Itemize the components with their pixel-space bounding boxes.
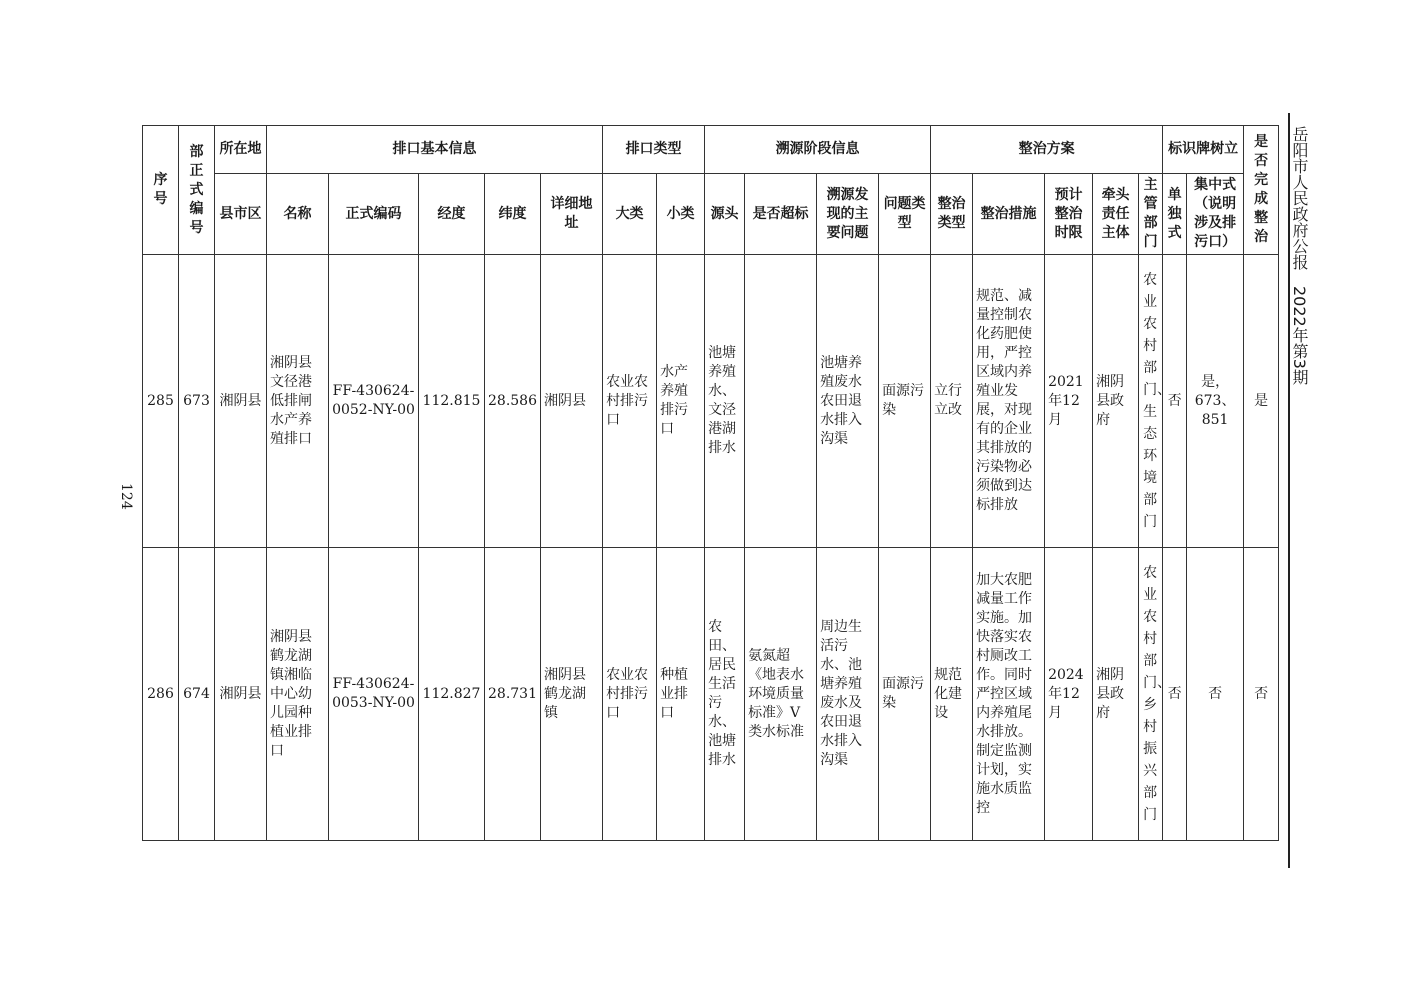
cell-central: 否: [1187, 548, 1244, 841]
header-plan-type: 整治类型: [931, 174, 973, 255]
header-seq: 序号: [143, 126, 179, 255]
header-plan: 整治方案: [931, 126, 1163, 174]
cell-source: 农田、居民生活污水、池塘排水: [705, 548, 745, 841]
header-main-problem: 溯源发现的主要问题: [817, 174, 879, 255]
cell-latitude: 28.586: [485, 255, 541, 548]
header-location: 所在地: [215, 126, 267, 174]
cell-longitude: 112.815: [419, 255, 485, 548]
cell-latitude: 28.731: [485, 548, 541, 841]
header-tracing: 溯源阶段信息: [705, 126, 931, 174]
cell-dept: 农业农村部门、乡村振兴部门: [1139, 548, 1163, 841]
cell-county: 湘阴县: [215, 255, 267, 548]
cell-formal-code: FF-430624-0052-NY-00: [329, 255, 419, 548]
cell-plan-type: 立行立改: [931, 255, 973, 548]
cell-seq: 285: [143, 255, 179, 548]
cell-subcategory: 种植业排口: [657, 548, 705, 841]
header-measures: 整治措施: [973, 174, 1045, 255]
header-single: 单独式: [1163, 174, 1187, 255]
cell-main-problem: 周边生活污水、池塘养殖废水及农田退水排入沟渠: [817, 548, 879, 841]
cell-ministry-code: 673: [179, 255, 215, 548]
header-address: 详细地址: [541, 174, 603, 255]
cell-address: 湘阴县: [541, 255, 603, 548]
header-category: 大类: [603, 174, 657, 255]
cell-category: 农业农村排污口: [603, 548, 657, 841]
header-formal-code: 正式编码: [329, 174, 419, 255]
header-outlet-type: 排口类型: [603, 126, 705, 174]
header-exceed: 是否超标: [745, 174, 817, 255]
cell-completed: 否: [1244, 548, 1279, 841]
cell-deadline: 2021年12月: [1045, 255, 1093, 548]
cell-dept: 农业农村部门、生态环境部门: [1139, 255, 1163, 548]
header-completed: 是否完成整治: [1244, 126, 1279, 255]
header-source: 源头: [705, 174, 745, 255]
cell-problem-type: 面源污染: [879, 548, 931, 841]
outlet-table: [142, 125, 1279, 841]
cell-main-problem: 池塘养殖废水农田退水排入沟渠: [817, 255, 879, 548]
table-row: [143, 255, 1279, 548]
header-dept: 主管部门: [1139, 174, 1163, 255]
header-county: 县市区: [215, 174, 267, 255]
cell-county: 湘阴县: [215, 548, 267, 841]
cell-source: 池塘养殖水、文泾港湖排水: [705, 255, 745, 548]
cell-seq: 286: [143, 548, 179, 841]
cell-problem-type: 面源污染: [879, 255, 931, 548]
cell-central: 是，673、851: [1187, 255, 1244, 548]
header-problem-type: 问题类型: [879, 174, 931, 255]
header-outlet-info: 排口基本信息: [267, 126, 603, 174]
cell-formal-code: FF-430624-0053-NY-00: [329, 548, 419, 841]
header-lead: 牵头责任主体: [1093, 174, 1139, 255]
header-longitude: 经度: [419, 174, 485, 255]
cell-subcategory: 水产养殖排污口: [657, 255, 705, 548]
cell-lead: 湘阴县政府: [1093, 548, 1139, 841]
cell-measures: 规范、减量控制农化药肥使用，严控区域内养殖业发展，对现有的企业其排放的污染物必须做到达标排放: [973, 255, 1045, 548]
cell-deadline: 2024年12月: [1045, 548, 1093, 841]
cell-plan-type: 规范化建设: [931, 548, 973, 841]
cell-completed: 是: [1244, 255, 1279, 548]
page-number: 124: [118, 483, 134, 510]
cell-name: 湘阴县文径港低排闸水产养殖排口: [267, 255, 329, 548]
cell-single: 否: [1163, 255, 1187, 548]
header-latitude: 纬度: [485, 174, 541, 255]
running-header: 岳阳市人民政府公报 2022年第3期: [1290, 126, 1309, 385]
header-ministry-code: 部正式编号: [179, 126, 215, 255]
header-name: 名称: [267, 174, 329, 255]
cell-lead: 湘阴县政府: [1093, 255, 1139, 548]
cell-single: 否: [1163, 548, 1187, 841]
header-central: 集中式（说明涉及排污口）: [1187, 174, 1244, 255]
header-deadline: 预计整治时限: [1045, 174, 1093, 255]
cell-longitude: 112.827: [419, 548, 485, 841]
header-row-2: [143, 174, 1279, 255]
header-sign: 标识牌树立: [1163, 126, 1244, 174]
cell-ministry-code: 674: [179, 548, 215, 841]
header-subcategory: 小类: [657, 174, 705, 255]
header-row-1: [143, 126, 1279, 174]
cell-address: 湘阴县鹤龙湖镇: [541, 548, 603, 841]
cell-exceed: 氨氮超《地表水环境质量标准》V类水标准: [745, 548, 817, 841]
cell-measures: 加大农肥减量工作实施。加快落实农村厕改工作。同时严控区域内养殖尾水排放。制定监测计划，实施水质监控: [973, 548, 1045, 841]
cell-name: 湘阴县鹤龙湖镇湘临中心幼儿园种植业排口: [267, 548, 329, 841]
table-row: [143, 548, 1279, 841]
cell-exceed: [745, 255, 817, 548]
cell-category: 农业农村排污口: [603, 255, 657, 548]
